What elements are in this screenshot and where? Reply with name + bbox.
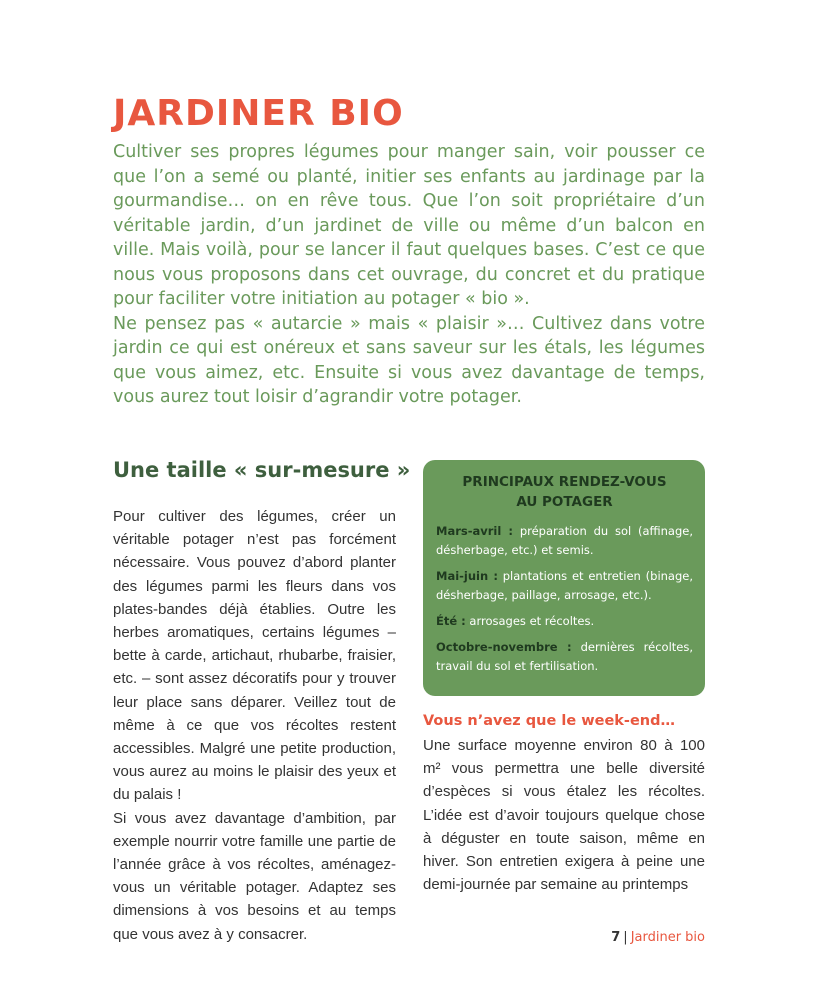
schedule-item-text: plantations et entretien (binage, désherbage, paillage, arrosage, etc.). [436,569,694,602]
page-number: 7 [611,930,621,945]
intro-text [113,140,705,410]
weekend-heading: Vous n’avez que le week-end… [423,713,675,729]
schedule-item [436,522,693,560]
section-heading: Une taille « sur-mesure » [113,458,411,482]
body-paragraph: Si vous avez davantage d’ambition, par exemple nourrir votre famille une partie de l’année grâce à vos récoltes, aménagez-vous un véritable potager. Adaptez ses dimensions à vos besoins et au temps que vous avez à y consacrer. [113,809,396,943]
schedule-item-label: Octobre-novembre : [436,640,572,654]
schedule-box-title-line: AU POTAGER [516,494,613,510]
schedule-item-text: arrosages et récoltes. [465,614,595,628]
intro-paragraph: Ne pensez pas « autarcie » mais « plaisir »… Cultivez dans votre jardin ce qui est onéreux et sans saveur sur les étals, les légumes que vous aimez, etc. Ensuite si vous avez davantage de temps, vous aurez tout loisir d’agrandir votre potager. [113,313,705,407]
schedule-item-text: préparation du sol (affinage, désherbage, etc.) et semis. [436,524,693,557]
running-title: Jardiner bio [630,930,705,945]
schedule-item-label: Mai-juin : [436,569,498,583]
schedule-item [436,612,693,631]
page-title: JARDINER BIO [113,93,404,134]
footer-separator: | [623,930,628,945]
body-paragraph: Pour cultiver des légumes, créer un véritable potager n’est pas forcément nécessaire. Vous pouvez d’abord planter des légumes parmi les fleurs dans vos plates-bandes déjà établies. Outre les herbes aromatiques, certains légumes – bette à carde, artichaut, rhubarbe, fraisier, etc. – sont assez décoratifs pour y trouver leur place sans déparer. Veillez tout de même à ce que vos récoltes restent accessibles. Malgré une petite production, vous aurez au moins le plaisir des yeux et du palais ! [113,508,396,804]
weekend-paragraph: Une surface moyenne environ 80 à 100 m² vous permettra une belle diversité d’espèces si vous étalez les récoltes. L’idée est d’avoir toujours quelque chose à déguster en toute saison, même en hiver. Son entretien exigera à peine une demi-journée par semaine au printemps [423,737,705,894]
weekend-body [423,734,705,896]
section-body [113,505,396,946]
schedule-box-title-line: PRINCIPAUX RENDEZ-VOUS [462,474,667,490]
schedule-item-label: Mars-avril : [436,524,514,538]
schedule-box-title [436,472,693,512]
schedule-item-text: dernières récoltes, travail du sol et fertilisation. [436,640,693,673]
schedule-item-label: Été : [436,614,466,628]
intro-paragraph: Cultiver ses propres légumes pour manger sain, voir pousser ce que l’on a semé ou planté, initier ses enfants au jardinage par la gourmandise… on en rêve tous. Que l’on soit propriétaire d’un véritable jardin, d’un jardinet de ville ou même d’un balcon en ville. Mais voilà, pour se lancer il faut quelques bases. C’est ce que nous vous proposons dans cet ouvrage, du concret et du pratique pour faciliter votre initiation au potager « bio ». [113,142,705,309]
page-footer [611,930,705,945]
schedule-item [436,567,693,605]
schedule-box [423,460,705,696]
schedule-item [436,638,693,676]
